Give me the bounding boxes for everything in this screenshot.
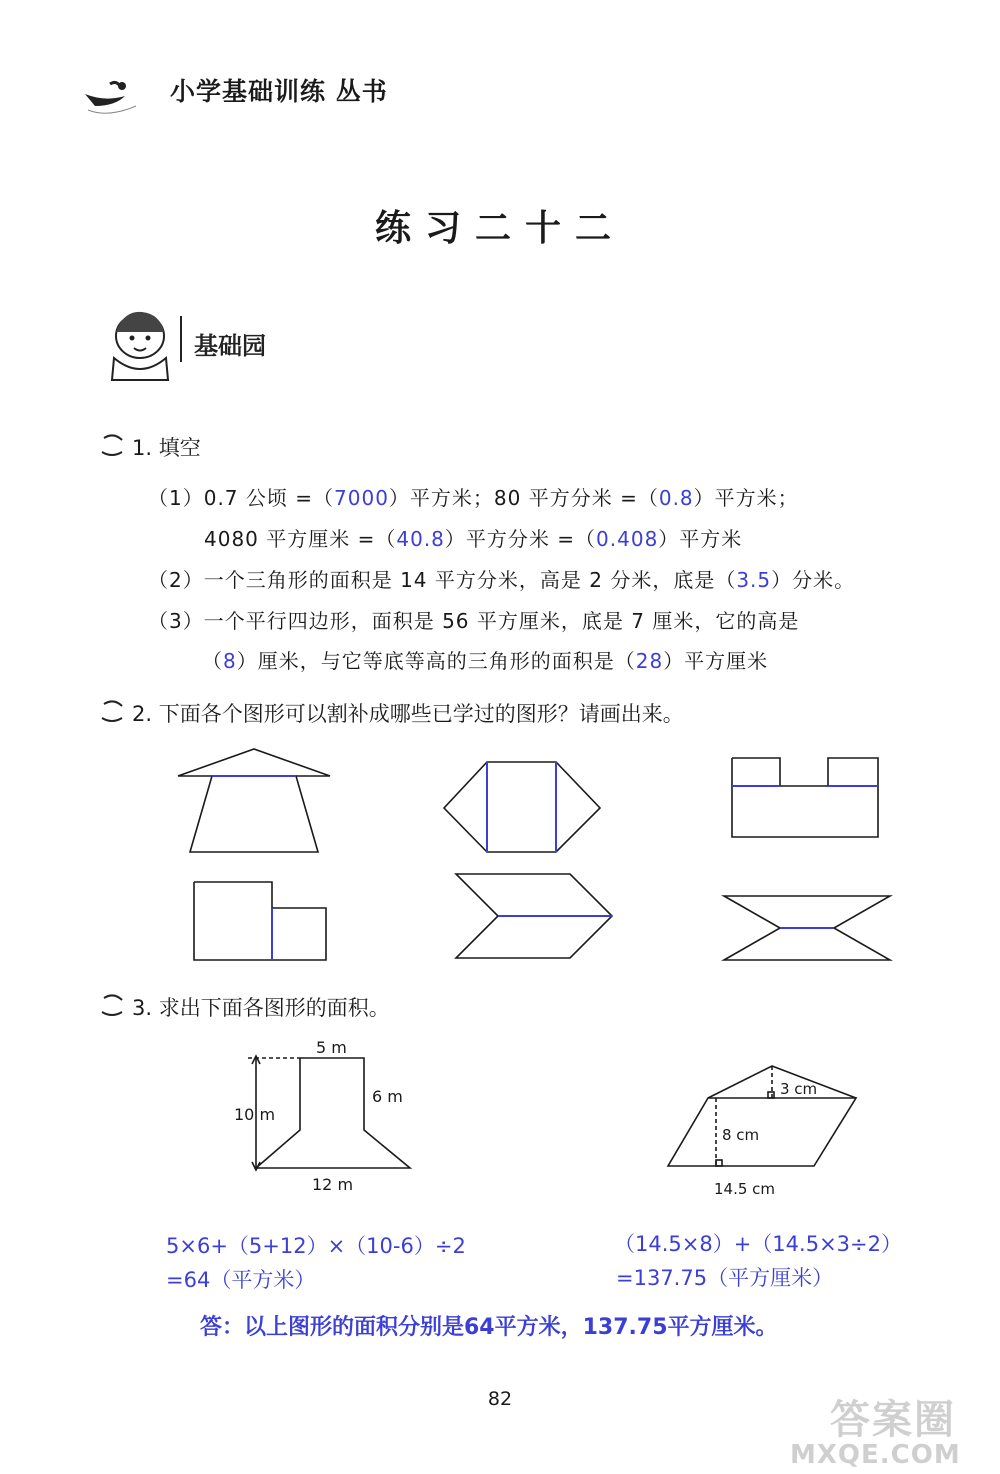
question-mark-icon xyxy=(100,696,126,724)
figure-hexagon xyxy=(444,762,600,852)
figure-bowtie-trapezoid xyxy=(724,896,890,960)
q1-part3-line1: （3）一个平行四边形，面积是 56 平方厘米，底是 7 厘米，它的高是 xyxy=(148,609,800,633)
q1-p1-answer-b: 0.8 xyxy=(658,486,694,510)
q1-p3-answer-1: 8 xyxy=(223,649,237,673)
fig1-left-label: 10 m xyxy=(234,1105,276,1124)
q1-part1-line1 xyxy=(148,482,799,511)
fig1-bottom-label: 12 m xyxy=(312,1175,354,1194)
solution-2-line-2: =137.75（平方厘米） xyxy=(616,1266,834,1290)
q1-part1-line2 xyxy=(204,523,742,552)
q1-heading: 1. 填空 xyxy=(132,436,201,460)
figure-step-rectangle xyxy=(194,882,326,960)
fig2-height-label: 8 cm xyxy=(722,1126,760,1144)
page-number: 82 xyxy=(487,1388,513,1410)
q1-p1-text-a: （1）0.7 公顷 =（ xyxy=(148,486,335,510)
q2-heading: 2. 下面各个图形可以割补成哪些已学过的图形？请画出来。 xyxy=(132,702,684,726)
q1-p1-answer-e: 0.408 xyxy=(596,527,659,551)
question-mark-icon xyxy=(100,430,126,458)
q1-p1-answer-d: 40.8 xyxy=(396,527,445,551)
solution-1-line-2: =64（平方米） xyxy=(166,1268,316,1292)
q1-p1-text-f: ）平方米 xyxy=(658,527,743,551)
q3-figure-2 xyxy=(660,1056,880,1206)
q3-heading: 3. 求出下面各图形的面积。 xyxy=(132,996,390,1020)
fig2-top-label: 3 cm xyxy=(780,1080,818,1098)
q1-p1-answer-a: 7000 xyxy=(334,486,389,510)
q2-figures xyxy=(0,740,1000,970)
final-answer: 答：以上图形的面积分别是64平方米，137.75平方厘米。 xyxy=(200,1315,778,1340)
badge-divider xyxy=(180,316,182,362)
q1-part2 xyxy=(148,564,855,593)
fig2-bottom-label: 14.5 cm xyxy=(714,1180,776,1198)
q1-p1-text-d: 4080 平方厘米 =（ xyxy=(204,527,397,551)
figure-house-trapezoid xyxy=(178,749,330,852)
q1-part3-line2 xyxy=(202,645,768,674)
figure-castle xyxy=(732,758,878,837)
cartoon-child-icon xyxy=(98,306,186,382)
watermark-top: 答案圈 xyxy=(830,1397,956,1443)
figure-arrow-parallelogram xyxy=(456,874,612,958)
q1-p2-answer: 3.5 xyxy=(736,568,772,592)
page-title: 练习二十二 xyxy=(374,207,625,249)
fig1-right-label: 6 m xyxy=(372,1087,403,1106)
solution-2-line-1: （14.5×8）+（14.5×3÷2） xyxy=(614,1232,902,1256)
watermark-bottom: MXQE.COM xyxy=(790,1440,961,1470)
q1-p2-text-a: （2）一个三角形的面积是 14 平方分米，高是 2 分米，底是（ xyxy=(148,568,737,592)
q1-p1-text-e: ）平方分米 =（ xyxy=(444,527,597,551)
section-badge: 基础园 xyxy=(194,332,266,360)
question-mark-icon xyxy=(100,990,126,1018)
q1-p1-text-b: ）平方米；80 平方分米 =（ xyxy=(388,486,659,510)
q1-p3-text-b: （ xyxy=(202,649,223,673)
q1-p3-text-d: ）平方厘米 xyxy=(663,649,769,673)
series-title: 小学基础训练 丛书 xyxy=(170,77,388,106)
header-swallow-icon xyxy=(80,72,150,122)
solution-1-line-1: 5×6+（5+12）×（10-6）÷2 xyxy=(166,1234,466,1258)
q1-p3-answer-2: 28 xyxy=(635,649,664,673)
q1-p1-text-c: ）平方米； xyxy=(693,486,799,510)
q1-p3-text-c: ）厘米，与它等底等高的三角形的面积是（ xyxy=(236,649,636,673)
q3-figure-1 xyxy=(230,1036,440,1206)
q1-p2-text-b: ）分米。 xyxy=(771,568,856,592)
fig1-top-label: 5 m xyxy=(316,1038,347,1057)
